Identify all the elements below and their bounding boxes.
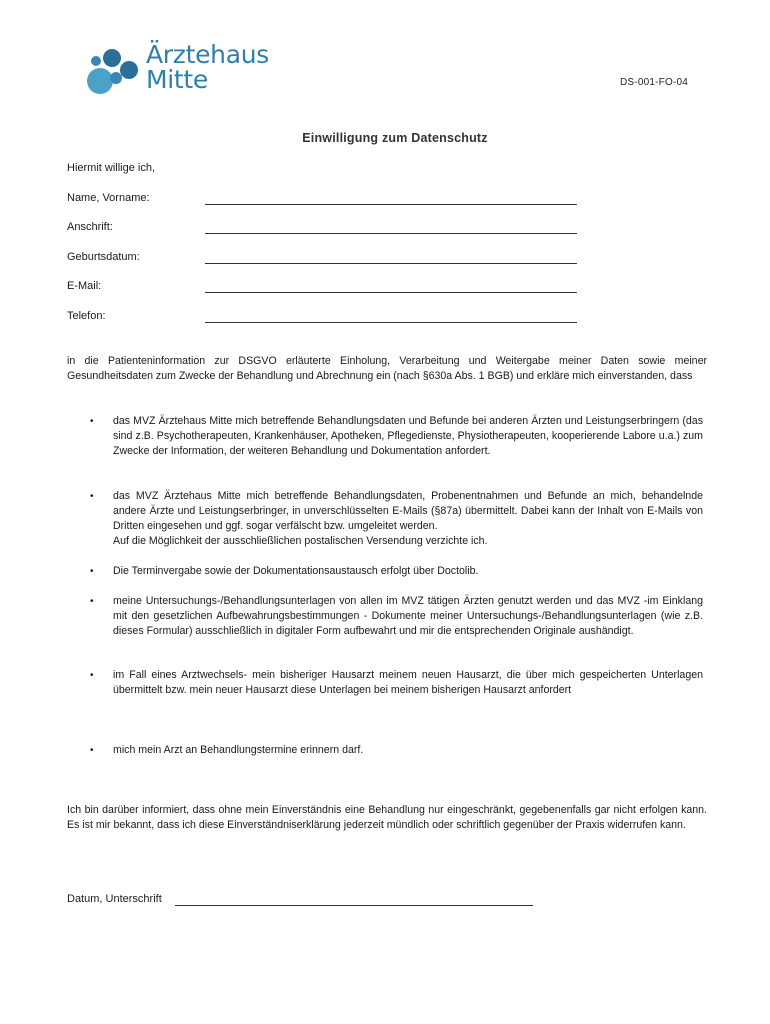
name-field[interactable] (67, 192, 587, 208)
logo-line-2: Mitte (146, 65, 209, 94)
signature-line[interactable] (175, 905, 533, 906)
name-label: Name, Vorname: (67, 192, 150, 204)
phone-label: Telefon: (67, 310, 106, 322)
bullet-icon: • (90, 566, 94, 577)
bullet-text: im Fall eines Arztwechsels- mein bisheriger Hausarzt meinem neuen Hausarzt, die über mich gespeicherten Unterlagen übermittelt bzw. mein neuer Hausarzt diese Unterlagen bei meinem bisherigen Hausarzt anfordert (113, 669, 703, 696)
info-paragraph: Ich bin darüber informiert, dass ohne mein Einverständnis eine Behandlung nur eingeschränkt, gegebenenfalls gar nicht erfolgen kann. Es ist mir bekannt, dass ich diese Einverständniserklärung jederzeit mündlich oder schriftlich gegenüber der Praxis widerrufen kann. (67, 804, 707, 831)
bullet-extra-text: Auf die Möglichkeit der ausschließlichen postalischen Versendung verzichte ich. (113, 535, 488, 547)
document-code: DS-001-FO-04 (620, 77, 688, 88)
bullet-text: meine Untersuchungs-/Behandlungsunterlagen von allen im MVZ tätigen Ärzten genutzt werden und das MVZ -im Einklang mit den gesetzlichen Aufbewahrungsbestimmungen - Dokumente meiner Untersuchungs-/Behandlungsunterlagen (wie z.B. dieses Formular) ausschließlich in digitaler Form aufbewahrt und mir die entsprechenden Originale aushändigt. (113, 595, 703, 637)
consent-paragraph: in die Patienteninformation zur DSGVO erläuterte Einholung, Verarbeitung und Weitergabe meiner Daten sowie meiner Gesundheitsdaten zum Zwecke der Behandlung und Abrechnung ein (nach §630a Abs. 1 BGB) und erkläre mich einverstanden, dass (67, 355, 707, 382)
bullet-icon: • (90, 745, 94, 756)
logo-wordmark (146, 42, 269, 92)
phone-field[interactable] (67, 310, 587, 326)
bullet-main-text: das MVZ Ärztehaus Mitte mich betreffende Behandlungsdaten, Probenentnahmen und Befunde an mich, behandelnde andere Ärzte und Leistungserbringer, in unverschlüsselten E-Mails (§87a) übermittelt. Dabei kann der Inhalt von E-Mails von Dritten eingesehen und ggf. sogar verfälscht bzw. umgeleitet werden. (113, 490, 703, 532)
bullet-icon: • (90, 491, 94, 502)
bullet-text (113, 489, 703, 549)
bullet-icon: • (90, 596, 94, 607)
document-title: Einwilligung zum Datenschutz (302, 131, 488, 145)
email-line[interactable] (205, 292, 577, 293)
bullet-icon: • (90, 670, 94, 681)
birthdate-label: Geburtsdatum: (67, 251, 140, 263)
name-line[interactable] (205, 204, 577, 205)
address-label: Anschrift: (67, 221, 113, 233)
email-label: E-Mail: (67, 280, 102, 292)
birthdate-field[interactable] (67, 251, 587, 267)
practice-logo (86, 40, 296, 100)
logo-line-1: Ärztehaus (146, 40, 270, 69)
signature-label: Datum, Unterschrift (67, 893, 162, 905)
intro-text: Hiermit willige ich, (67, 162, 156, 174)
birthdate-line[interactable] (205, 263, 577, 264)
dots-logo-icon (86, 44, 142, 98)
address-line[interactable] (205, 233, 577, 234)
bullet-icon: • (90, 416, 94, 427)
phone-line[interactable] (205, 322, 577, 323)
email-field[interactable] (67, 280, 587, 296)
bullet-text: Die Terminvergabe sowie der Dokumentationsaustausch erfolgt über Doctolib. (113, 565, 479, 577)
bullet-text: das MVZ Ärztehaus Mitte mich betreffende Behandlungsdaten und Befunde bei anderen Ärzten und Leistungserbringern (das sind z.B. Psychotherapeuten, Krankenhäuser, Apotheken, Pflegedienste, Physiotherapeuten, kooperierende Labore u.a.) zum Zwecke der Information, der weiteren Behandlung und Dokumentation anfordert. (113, 415, 703, 457)
signature-field[interactable] (67, 893, 547, 909)
address-field[interactable] (67, 221, 587, 237)
bullet-text: mich mein Arzt an Behandlungstermine erinnern darf. (113, 744, 364, 756)
